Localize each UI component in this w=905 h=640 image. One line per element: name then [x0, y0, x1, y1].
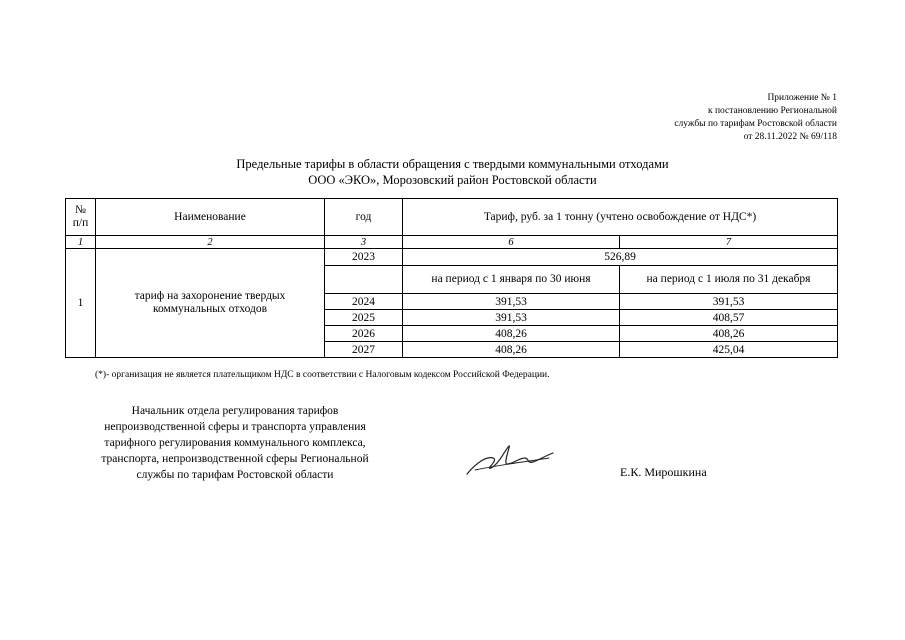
value-cell: 391,53 [403, 310, 620, 326]
index-cell: 2 [96, 236, 325, 249]
year-cell: 2026 [325, 326, 403, 342]
header-num: № п/п [66, 199, 96, 236]
value-cell: 526,89 [403, 249, 838, 266]
year-cell: 2025 [325, 310, 403, 326]
table-header-row [66, 199, 838, 236]
row-number: 1 [66, 249, 96, 358]
index-cell: 3 [325, 236, 403, 249]
title-line: Предельные тарифы в области обращения с твердыми коммунальными отходами [236, 157, 669, 171]
signer-line: службы по тарифам Ростовской области [136, 469, 334, 481]
index-cell: 7 [620, 236, 838, 249]
value-cell: 408,57 [620, 310, 838, 326]
column-index-row [66, 236, 838, 249]
year-cell: 2024 [325, 294, 403, 310]
signer-name: Е.К. Мирошкина [620, 465, 707, 479]
index-cell: 1 [66, 236, 96, 249]
signer-line: Начальник отдела регулирования тарифов [131, 405, 339, 417]
appendix-line: от 28.11.2022 № 69/118 [743, 132, 837, 142]
value-cell: 391,53 [620, 294, 838, 310]
value-cell: 408,26 [403, 326, 620, 342]
header-year: год [325, 199, 403, 236]
header-tariff: Тариф, руб. за 1 тонну (учтено освобождение от НДС*) [403, 199, 838, 236]
period-first-half: на период с 1 января по 30 июня [403, 266, 620, 294]
signer-line: непроизводственной сферы и транспорта управления [104, 421, 366, 433]
title-line: ООО «ЭКО», Морозовский район Ростовской области [308, 173, 597, 187]
appendix-line: службы по тарифам Ростовской области [674, 119, 837, 129]
year-cell: 2023 [325, 249, 403, 266]
value-cell: 425,04 [620, 342, 838, 358]
period-second-half: на период с 1 июля по 31 декабря [620, 266, 838, 294]
appendix-line: к постановлению Региональной [707, 106, 837, 116]
footnote: (*)- организация не является плательщиком НДС в соответствии с Налоговым кодексом Российской Федерации. [95, 370, 550, 380]
table-row [66, 249, 838, 266]
signer-line: тарифного регулирования коммунального комплекса, [104, 437, 366, 449]
empty-cell [325, 266, 403, 294]
signer-position [80, 403, 390, 483]
handwritten-signature [463, 440, 558, 480]
value-cell: 391,53 [403, 294, 620, 310]
appendix-line: Приложение № 1 [767, 93, 837, 103]
value-cell: 408,26 [620, 326, 838, 342]
index-cell: 6 [403, 236, 620, 249]
value-cell: 408,26 [403, 342, 620, 358]
tariff-table [65, 198, 838, 358]
header-name: Наименование [96, 199, 325, 236]
appendix-header [577, 92, 837, 144]
row-name: тариф на захоронение твердых коммунальных отходов [96, 249, 325, 358]
signer-line: транспорта, непроизводственной сферы Региональной [101, 453, 369, 465]
year-cell: 2027 [325, 342, 403, 358]
document-title [200, 156, 705, 188]
